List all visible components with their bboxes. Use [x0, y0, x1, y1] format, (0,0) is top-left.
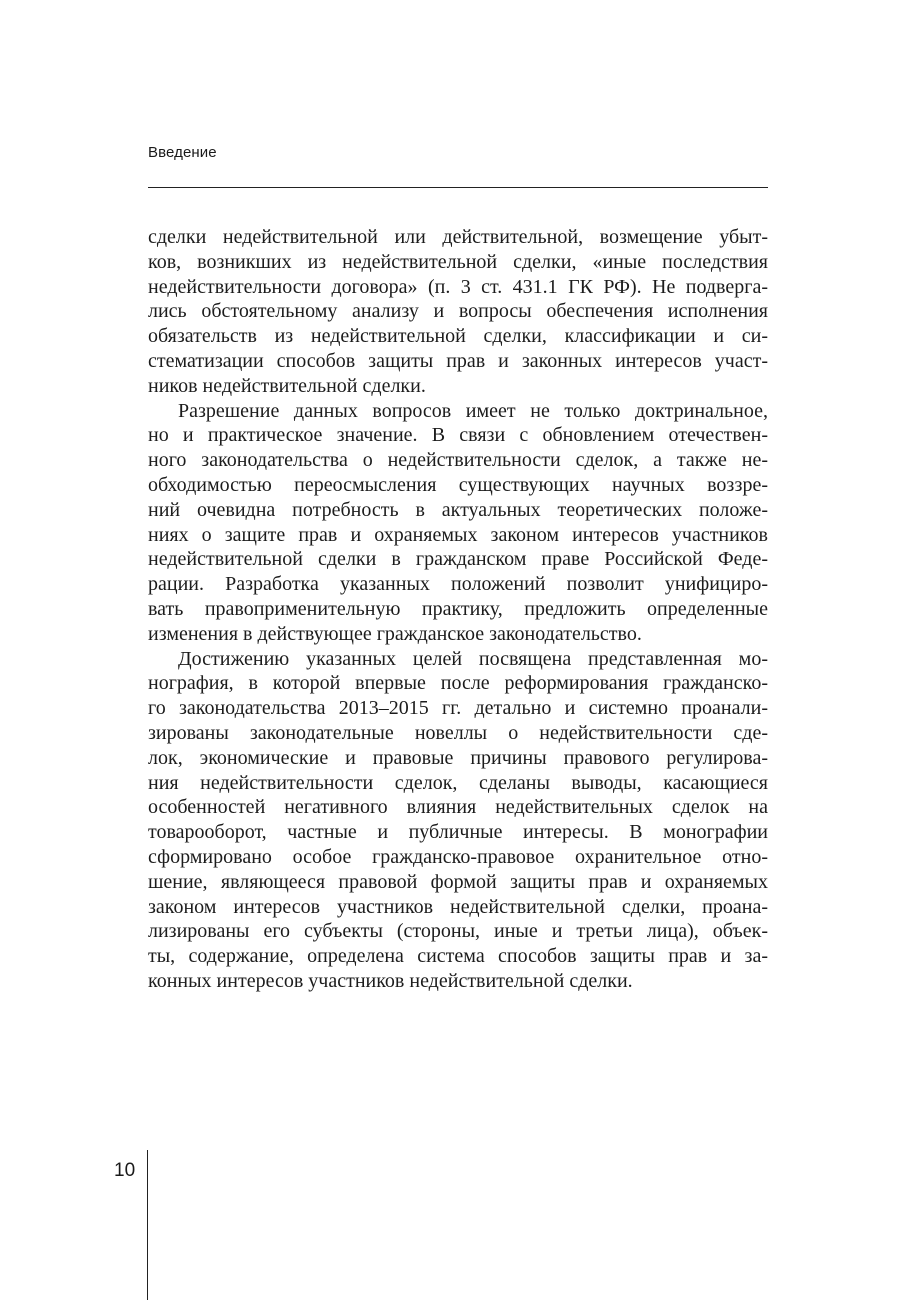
paragraph — [148, 647, 768, 994]
text-line: но и практическое значение. В связи с обновлением отечествен- — [148, 424, 768, 447]
folio-rule — [147, 1150, 148, 1300]
text-line: недействительности договора» (п. 3 ст. 431.1 ГК РФ). Не подверга- — [148, 275, 768, 298]
text-line: ниях о защите прав и охраняемых законом интересов участников — [148, 523, 768, 546]
text-line: законом интересов участников недействительной сделки, проана- — [148, 895, 768, 918]
text-line: лок, экономические и правовые причины правового регулирова- — [148, 746, 768, 769]
text-line: ного законодательства о недействительности сделок, а также не- — [148, 449, 768, 472]
text-line: вать правоприменительную практику, предложить определенные — [148, 597, 768, 620]
text-line: ков, возникших из недействительной сделки, «иные последствия — [148, 250, 768, 273]
text-line: рации. Разработка указанных положений позволит унифициро- — [148, 573, 768, 596]
text-line: товарооборот, частные и публичные интересы. В монографии — [148, 821, 768, 844]
page-number: 10 — [114, 1160, 136, 1181]
text-line: стематизации способов защиты прав и законных интересов участ- — [148, 349, 768, 372]
text-line: го законодательства 2013–2015 гг. детально и системно проанали- — [148, 697, 768, 720]
text-line: нография, в которой впервые после реформирования гражданско- — [148, 672, 768, 695]
paragraph — [148, 225, 768, 399]
text-line: ния недействительности сделок, сделаны выводы, касающиеся — [148, 771, 768, 794]
header-rule — [148, 187, 768, 188]
text-line: изменения в действующее гражданское законодательство. — [148, 622, 642, 645]
text-line: Достижению указанных целей посвящена представленная мо- — [178, 647, 768, 670]
text-line: шение, являющееся правовой формой защиты прав и охраняемых — [148, 870, 768, 893]
running-title: Введение — [148, 144, 217, 161]
text-line: лись обстоятельному анализу и вопросы обеспечения исполнения — [148, 300, 768, 323]
text-line: ты, содержание, определена система способов защиты прав и за- — [148, 945, 768, 968]
text-line: лизированы его субъекты (стороны, иные и третьи лица), объек- — [148, 920, 768, 943]
text-line: недействительной сделки в гражданском праве Российской Феде- — [148, 548, 768, 571]
text-line: сделки недействительной или действительной, возмещение убыт- — [148, 226, 768, 248]
paragraph — [148, 399, 768, 647]
text-line: обходимостью переосмысления существующих научных воззре- — [148, 473, 768, 496]
text-line: конных интересов участников недействительной сделки. — [148, 969, 633, 992]
body-text — [148, 225, 768, 994]
text-line: ний очевидна потребность в актуальных теоретических положе- — [148, 498, 768, 521]
text-line: особенностей негативного влияния недействительных сделок на — [148, 796, 768, 819]
text-line: сформировано особое гражданско-правовое охранительное отно- — [148, 845, 768, 868]
text-line: обязательств из недействительной сделки, классификации и си- — [148, 325, 768, 348]
text-line: ников недействительной сделки. — [148, 374, 426, 397]
text-line: Разрешение данных вопросов имеет не только доктринальное, — [178, 399, 768, 422]
text-line: зированы законодательные новеллы о недействительности сде- — [148, 721, 768, 744]
